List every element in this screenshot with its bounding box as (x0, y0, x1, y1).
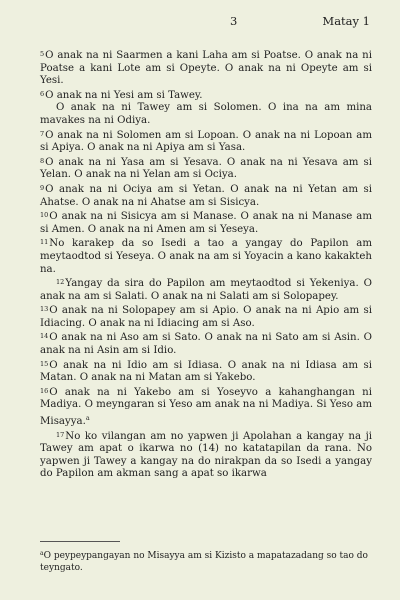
verse-paragraph (40, 88, 372, 103)
verse-paragraph (40, 102, 372, 127)
verse-text: O anak na ni Yakebo am si Yoseyvo a kahanghangan ni Madiya. O meyngaran si Yeso am anak na ni Madiya. Si Yeso am Misayya. (40, 386, 373, 428)
verse-paragraph (40, 128, 372, 155)
verse-text: O anak na ni Sisicya am si Manase. O anak na ni Manase am si Amen. O anak na ni Amen am si Yeseya. (40, 211, 372, 235)
verse-paragraph (40, 236, 372, 276)
verse-paragraph (40, 330, 372, 357)
verse-paragraph (40, 385, 372, 429)
verse-paragraph (40, 48, 372, 88)
page-number: 3 (230, 14, 238, 28)
verse-paragraph (40, 155, 372, 182)
verse-number: 9 (40, 183, 45, 192)
verse-number: 7 (40, 129, 45, 138)
verse-paragraph (40, 358, 372, 385)
verse-text: O anak na ni Saarmen a kani Laha am si Poatse. O anak na ni Poatse a kani Lote am si Opeyte. O anak na ni Opeyte am si Yesi. (40, 50, 372, 87)
verse-number: 11 (40, 238, 49, 247)
verse-paragraph (40, 209, 372, 236)
verse-number: 17 (56, 430, 65, 439)
verse-number: 12 (56, 278, 65, 287)
verse-text: O anak na ni Yesi am si Tawey. (45, 89, 203, 101)
verse-text: O anak na ni Ociya am si Yetan. O anak na ni Yetan am si Ahatse. O anak na ni Ahatse am si Sisicya. (40, 183, 372, 208)
footnote-label: a (40, 550, 44, 557)
verse-text: No karakep da so Isedi a tao a yangay do Papilon am meytaodtod si Yeseya. O anak na am si Yoyacin a kano kakakteh na. (40, 238, 372, 275)
verse-text: O anak na ni Solomen am si Lopoan. O anak na ni Lopoan am si Apiya. O anak na ni Apiya am si Yasa. (40, 129, 372, 154)
verse-paragraph (40, 276, 372, 303)
verse-text: O anak na ni Yasa am si Yesava. O anak na ni Yesava am si Yelan. O anak na ni Yelan am si Ociya. (40, 156, 372, 181)
verse-number: 10 (40, 211, 49, 220)
footnote-divider (40, 541, 120, 542)
verse-text: O anak na ni Aso am si Sato. O anak na ni Sato am si Asin. O anak na ni Asin am si Idio. (40, 332, 372, 357)
footnote (40, 548, 372, 574)
verse-number: 8 (40, 156, 45, 165)
verse-number: 14 (40, 332, 49, 341)
footnote-marker: a (85, 414, 90, 423)
verse-paragraph (40, 182, 372, 209)
book-chapter-title: Matay 1 (322, 14, 370, 28)
verse-text: Yangay da sira do Papilon am meytaodtod si Yekeniya. O anak na am si Salati. O anak na ni Salati am si Solopapey. (40, 278, 372, 302)
verse-text: O anak na ni Tawey am si Solomen. O ina na am mina mavakes na ni Odiya. (40, 102, 372, 126)
verse-text: O anak na ni Solopapey am si Apio. O anak na ni Apio am si Idiacing. O anak na ni Idiacing am si Aso. (40, 305, 372, 329)
verse-number: 6 (40, 89, 45, 98)
verse-text: O anak na ni Idio am si Idiasa. O anak na ni Idiasa am si Matan. O anak na ni Matan am si Yakebo. (40, 359, 372, 384)
verse-number: 13 (40, 305, 49, 314)
footnote-text: O peypeypangayan no Misayya am si Kizisto a mapatazadang so tao do teyngato. (40, 551, 368, 573)
verse-number: 16 (40, 386, 49, 395)
verse-number: 5 (40, 50, 45, 58)
verse-paragraph (40, 303, 372, 330)
verse-paragraph (40, 429, 372, 481)
verse-number: 15 (40, 359, 49, 368)
scripture-text (40, 48, 372, 481)
verse-text: No ko vilangan am no yapwen ji Apolahan a kangay na ji Tawey am apat o ikarwa no (14) no katatapilan da rana. No yapwen ji Tawey a kangay na do nirakpan da so Isedi a yangay do Papilon am akman sang a apat so ikarwa (40, 430, 372, 480)
running-header (40, 14, 370, 34)
